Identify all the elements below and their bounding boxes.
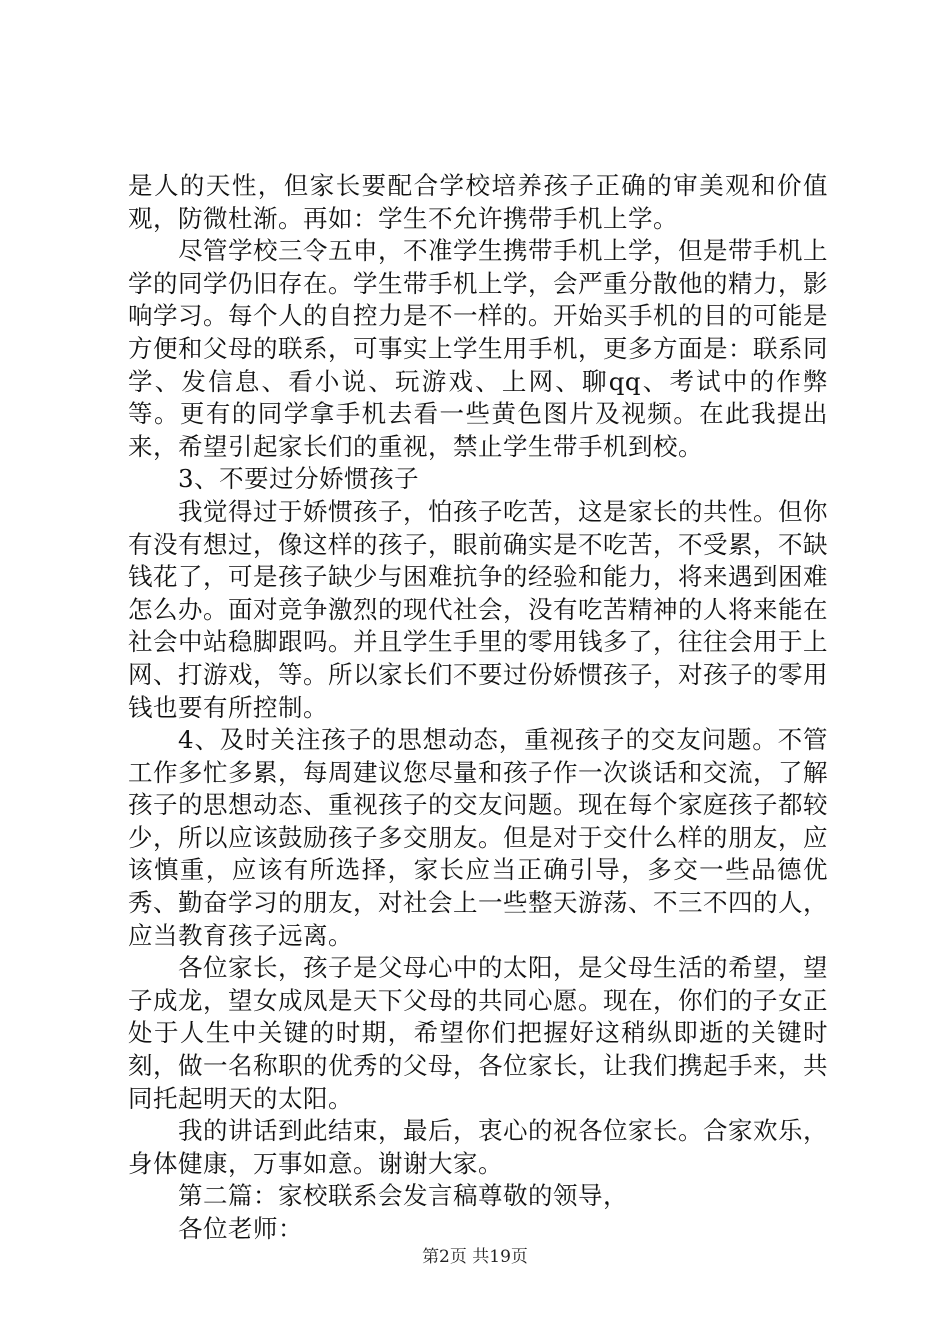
paragraph-8: 第二篇：家校联系会发言稿尊敬的领导， bbox=[178, 1181, 628, 1211]
paragraph-9: 各位老师： bbox=[178, 1214, 303, 1243]
paragraph-2: 尽管学校三令五申，不准学生携带手机上学，但是带手机上学的同学仍旧存在。学生带手机上学，会严重分散他的精力，影响学习。每个人的自控力是不一样的。开始买手机的目的可能是方便和父母的联系，可事实上学生用手机，更多方面是：联系同学、发信息、看小说、玩游戏、上网、聊qq、考试中的作弊等。更有的同学拿手机去看一些黄色图片及视频。在此我提出来，希望引起家长们的重视，禁止学生带手机到校。 bbox=[128, 236, 828, 461]
paragraph-5: 4、及时关注孩子的思想动态，重视孩子的交友问题。不管工作多忙多累，每周建议您尽量和孩子作一次谈话和交流，了解孩子的思想动态、重视孩子的交友问题。现在每个家庭孩子都较少，所以应该鼓励孩子多交朋友。但是对于交什么样的朋友，应该慎重，应该有所选择，家长应当正确引导，多交一些品德优秀、勤奋学习的朋友，对社会上一些整天游荡、不三不四的人，应当教育孩子远离。 bbox=[128, 725, 828, 950]
paragraph-6: 各位家长，孩子是父母心中的太阳，是父母生活的希望，望子成龙，望女成凤是天下父母的共同心愿。现在，你们的子女正处于人生中关键的时期，希望你们把握好这稍纵即逝的关键时刻，做一名称职的优秀的父母，各位家长，让我们携起手来，共同托起明天的太阳。 bbox=[128, 953, 828, 1113]
page-number-footer: 第2页 共19页 bbox=[422, 1247, 528, 1267]
paragraph-1: 是人的天性，但家长要配合学校培养孩子正确的审美观和价值观，防微杜渐。再如：学生不允许携带手机上学。 bbox=[128, 171, 828, 233]
section-heading-3: 3、不要过分娇惯孩子 bbox=[178, 464, 420, 494]
paragraph-7: 我的讲话到此结束，最后，衷心的祝各位家长。合家欢乐，身体健康，万事如意。谢谢大家。 bbox=[128, 1116, 828, 1178]
paragraph-4: 我觉得过于娇惯孩子，怕孩子吃苦，这是家长的共性。但你有没有想过，像这样的孩子，眼前确实是不吃苦，不受累，不缺钱花了，可是孩子缺少与困难抗争的经验和能力，将来遇到困难怎么办。面对竞争激烈的现代社会，没有吃苦精神的人将来能在社会中站稳脚跟吗。并且学生手里的零用钱多了，往往会用于上网、打游戏，等。所以家长们不要过份娇惯孩子，对孩子的零用钱也要有所控制。 bbox=[128, 496, 828, 722]
document-body bbox=[128, 170, 828, 1246]
